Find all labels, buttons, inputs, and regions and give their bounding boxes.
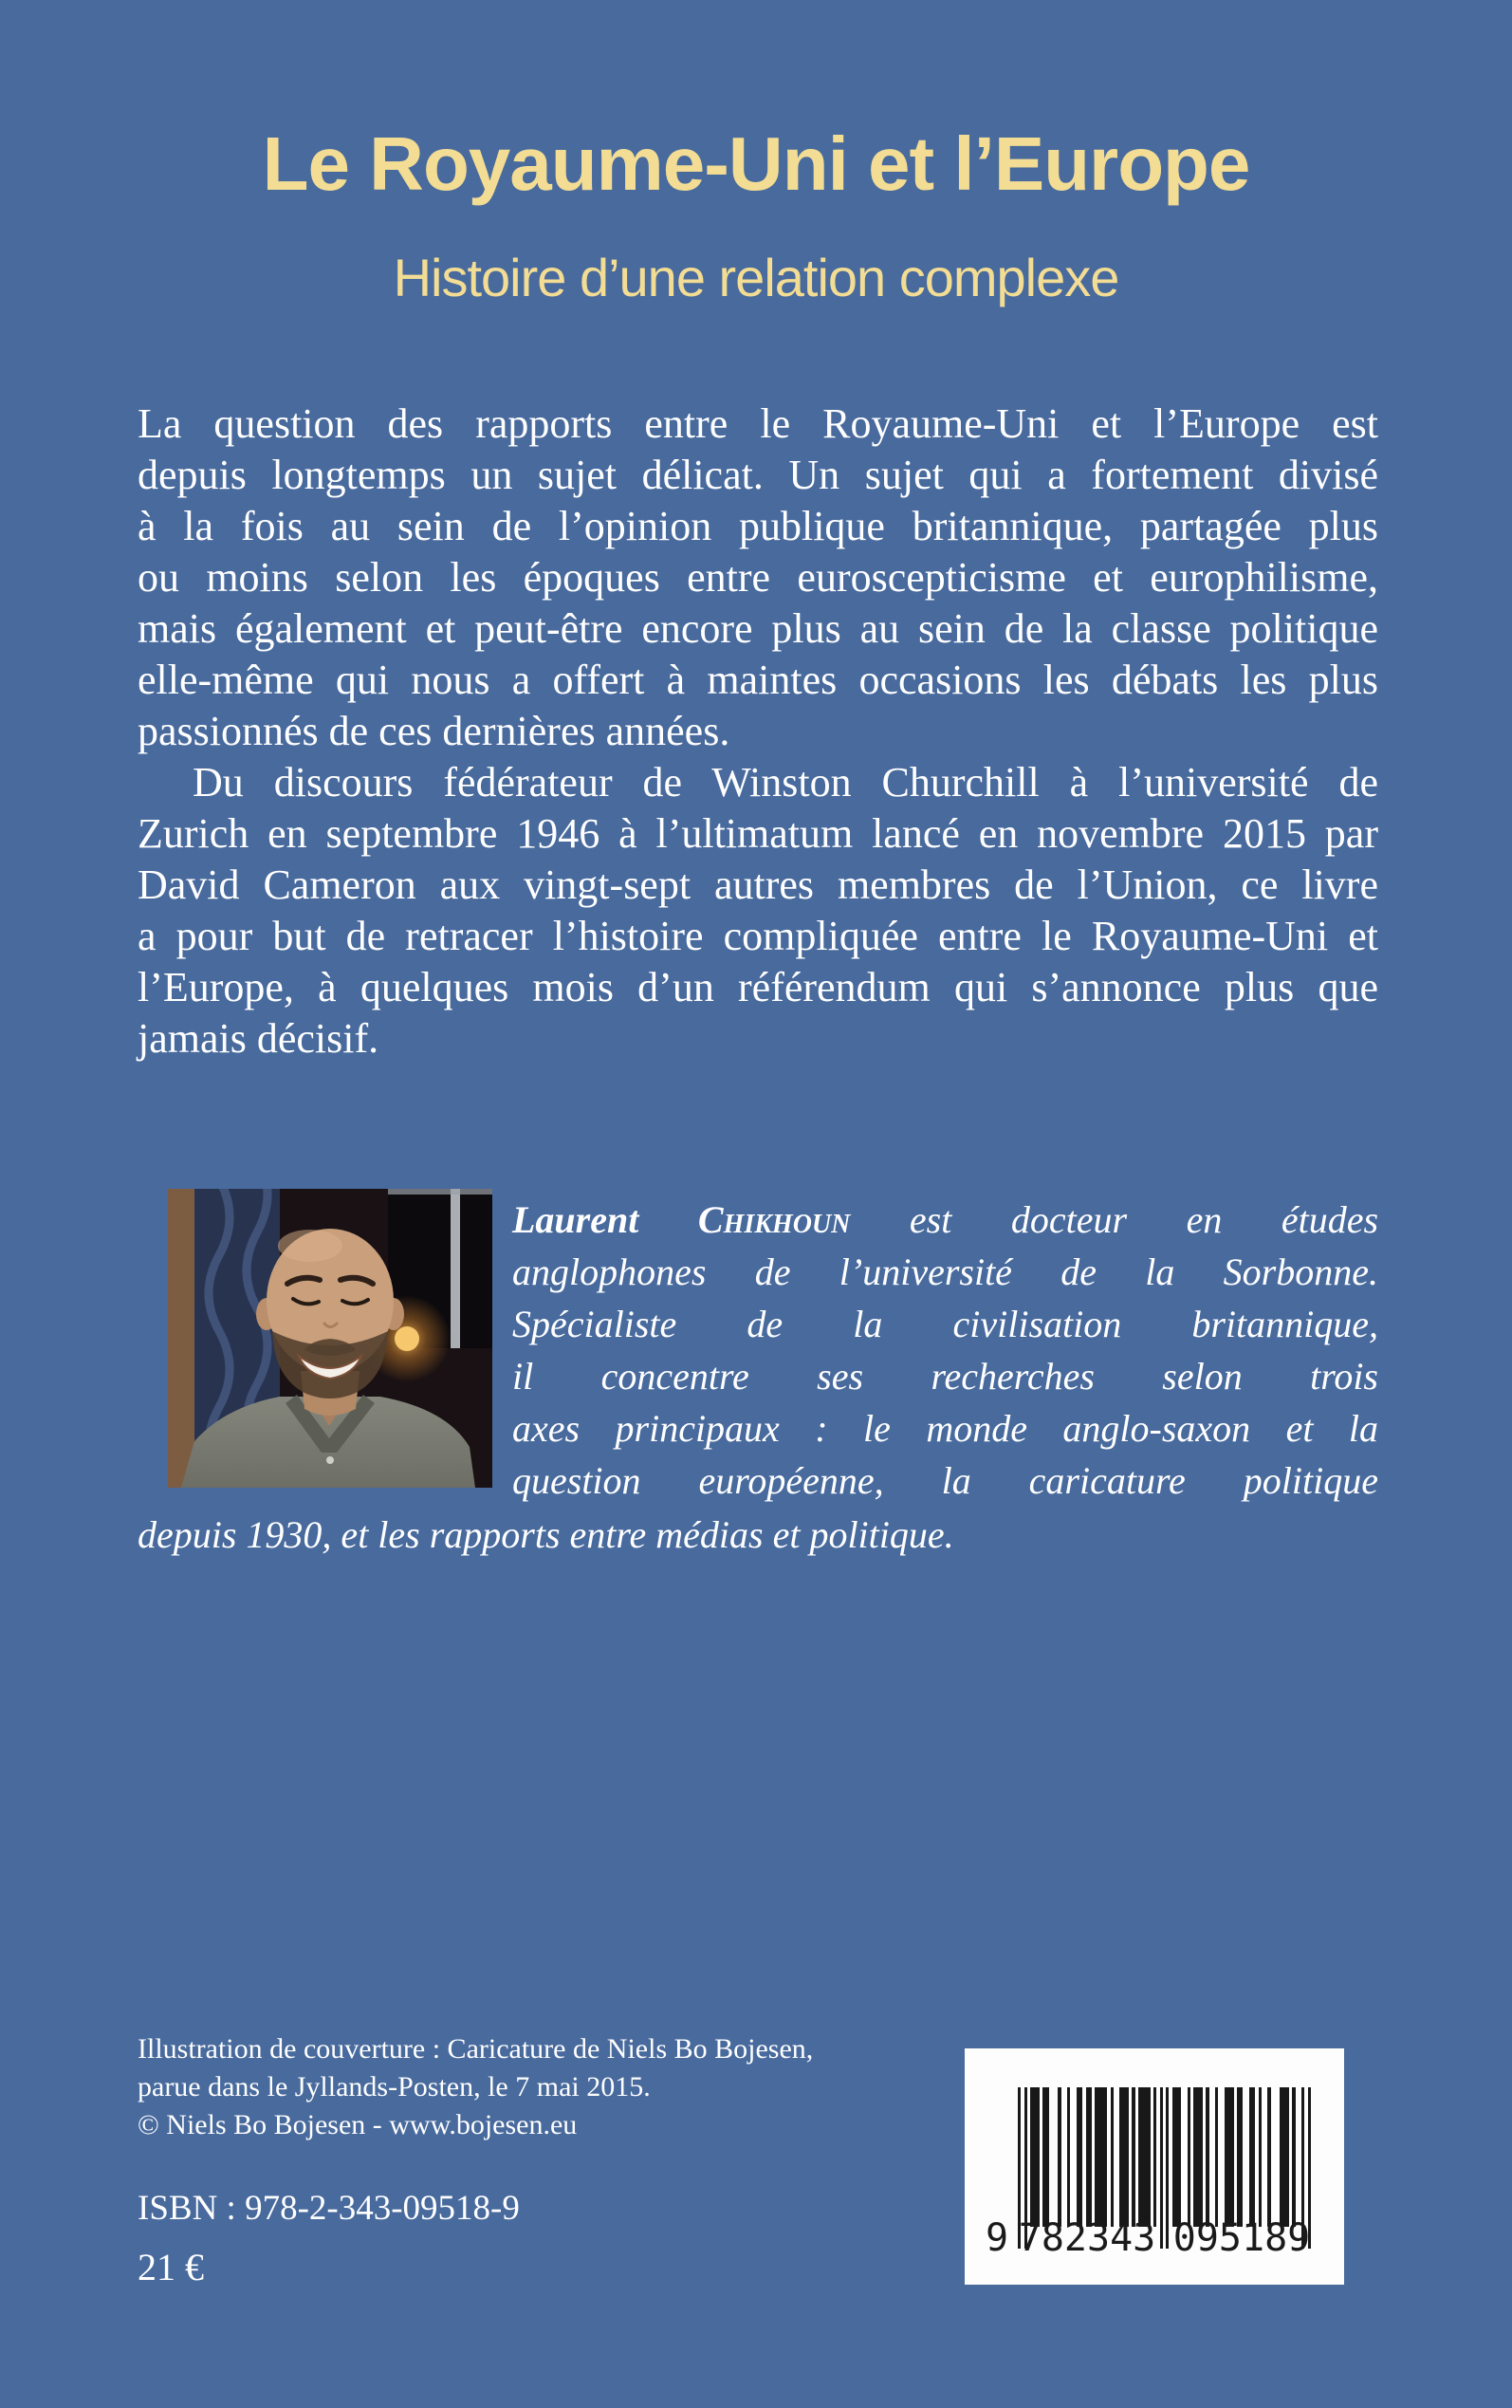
text-line: Illustration de couverture : Caricature de Niels Bo Bojesen, xyxy=(138,2033,814,2065)
text-line: question européenne, la caricature politique xyxy=(512,1459,1378,1502)
price-text: 21 € xyxy=(138,2246,204,2288)
text-line: mais également et peut-être encore plus au sein de la classe politique xyxy=(138,605,1378,652)
isbn-text: ISBN : 978-2-343-09518-9 xyxy=(138,2189,520,2228)
text-line: elle-même qui nous a offert à maintes occasions les débats les plus xyxy=(138,657,1378,703)
text-line: anglophones de l’université de la Sorbonne. xyxy=(512,1250,1378,1293)
barcode-group-2: 095189 xyxy=(1172,2216,1311,2260)
barcode-group-1: 782343 xyxy=(1018,2216,1156,2260)
barcode xyxy=(965,2048,1344,2285)
text-line: Zurich en septembre 1946 à l’ultimatum lancé en novembre 2015 par xyxy=(138,810,1378,857)
author-name: Laurent Chikhoun xyxy=(512,1198,851,1241)
synopsis-paragraph-2 xyxy=(138,757,1378,1065)
text-line: La question des rapports entre le Royaume-Uni et l’Europe est xyxy=(138,400,1378,447)
text-line: Spécialiste de la civilisation britannique, xyxy=(512,1303,1378,1345)
text-line: a pour but de retracer l’histoire compliquée entre le Royaume-Uni et xyxy=(138,913,1378,959)
text-line: David Cameron aux vingt-sept autres membres de l’Union, ce livre xyxy=(138,861,1378,908)
book-title: Le Royaume-Uni et l’Europe xyxy=(262,121,1250,206)
author-bio xyxy=(512,1194,1378,1507)
synopsis-paragraph-1 xyxy=(138,398,1378,757)
author-portrait-image xyxy=(168,1189,492,1488)
text-line: passionnés de ces dernières années. xyxy=(138,708,730,754)
text-line: il concentre ses recherches selon trois xyxy=(512,1355,1378,1398)
author-bio-last-line: depuis 1930, et les rapports entre médias et politique. xyxy=(138,1513,954,1556)
cover-credits xyxy=(138,2030,991,2144)
text-line: parue dans le Jyllands-Posten, le 7 mai 2015. xyxy=(138,2071,651,2102)
synopsis xyxy=(138,398,1378,1065)
text-line: depuis longtemps un sujet délicat. Un sujet qui a fortement divisé xyxy=(138,452,1378,498)
text-line: à la fois au sein de l’opinion publique britannique, partagée plus xyxy=(138,503,1378,549)
book-subtitle: Histoire d’une relation complexe xyxy=(393,248,1119,307)
text-line: Du discours fédérateur de Winston Churchill à l’université de xyxy=(193,759,1378,806)
text-line: © Niels Bo Bojesen - www.bojesen.eu xyxy=(138,2109,578,2140)
text-line: l’Europe, à quelques mois d’un référendum qui s’annonce plus que xyxy=(138,964,1378,1010)
text-line: jamais décisif. xyxy=(138,1015,379,1062)
author-bio-line: Laurent Chikhoun est docteur en études xyxy=(512,1198,1379,1241)
text-line: axes principaux : le monde anglo-saxon et la xyxy=(512,1407,1378,1450)
author-photo xyxy=(168,1189,492,1488)
barcode-prefix-digit: 9 xyxy=(985,2216,1009,2260)
text-line: ou moins selon les époques entre euroscepticisme et europhilisme, xyxy=(138,554,1378,601)
